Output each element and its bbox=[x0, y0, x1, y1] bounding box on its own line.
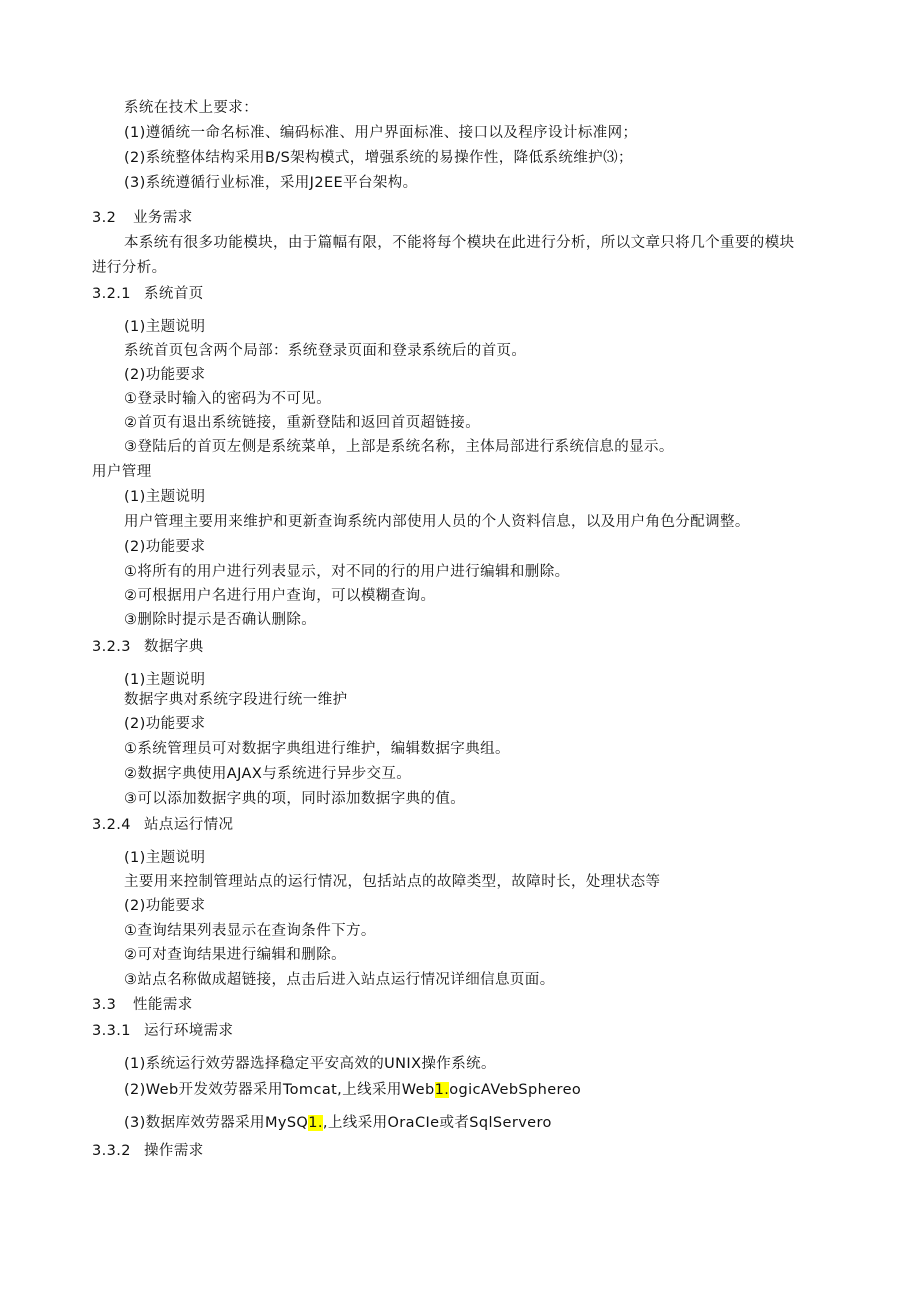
section-heading-3-2-4 bbox=[92, 815, 233, 835]
tech-item-1: (1)遵循统一命名标准、编码标准、用户界面标准、接口以及程序设计标准网； bbox=[124, 125, 638, 141]
function-item: ③删除时提示是否确认删除。 bbox=[124, 612, 317, 628]
env-item-1: (1)系统运行效劳器选择稳定平安高效的UNIX操作系统。 bbox=[124, 1056, 496, 1072]
tech-item-3: (3)系统遵循行业标准，采用J2EE平台架构。 bbox=[124, 175, 418, 191]
section-number: 3.2.4 bbox=[92, 817, 131, 833]
section-number: 3.2 bbox=[92, 210, 117, 226]
highlighted-text: 1. bbox=[434, 1082, 450, 1098]
function-item: ③站点名称做成超链接，点击后进入站点运行情况详细信息页面。 bbox=[124, 972, 555, 988]
function-item: ①登录时输入的密码为不可见。 bbox=[124, 391, 332, 407]
paragraph-line: 本系统有很多功能模块，由于篇幅有限，不能将每个模块在此进行分析，所以文章只将几个重要的模块 bbox=[124, 235, 795, 251]
section-title: 业务需求 bbox=[133, 210, 193, 226]
text-run: (2)Web开发效劳器采用Tomcat,上线采用Web bbox=[124, 1082, 435, 1098]
section-heading-3-2 bbox=[92, 208, 193, 228]
topic-text: 用户管理主要用来维护和更新查询系统内部使用人员的个人资料信息，以及用户角色分配调整。 bbox=[124, 514, 750, 530]
section-title: 操作需求 bbox=[144, 1143, 204, 1159]
section-number: 3.3 bbox=[92, 997, 117, 1013]
section-heading-3-2-3 bbox=[92, 637, 204, 657]
function-item: ③可以添加数据字典的项，同时添加数据字典的值。 bbox=[124, 791, 466, 807]
section-heading-3-3-2 bbox=[92, 1141, 204, 1161]
text-run: (3)数据库效劳器采用MySQ bbox=[124, 1115, 309, 1131]
section-heading-3-3 bbox=[92, 995, 193, 1015]
function-item: ①系统管理员可对数据字典组进行维护，编辑数据字典组。 bbox=[124, 741, 510, 757]
tech-item-2: (2)系统整体结构采用B/S架构模式，增强系统的易操作性，降低系统维护⑶； bbox=[124, 150, 633, 166]
topic-label: (1)主题说明 bbox=[124, 672, 206, 688]
function-item: ①将所有的用户进行列表显示，对不同的行的用户进行编辑和删除。 bbox=[124, 564, 570, 580]
topic-label: (1)主题说明 bbox=[124, 850, 206, 866]
paragraph-line: 进行分析。 bbox=[92, 260, 167, 276]
topic-text: 系统首页包含两个局部：系统登录页面和登录系统后的首页。 bbox=[124, 343, 527, 359]
function-item: ②首页有退出系统链接，重新登陆和返回首页超链接。 bbox=[124, 415, 481, 431]
topic-text: 数据字典对系统字段进行统一维护 bbox=[124, 692, 348, 708]
section-title: 数据字典 bbox=[144, 639, 204, 655]
section-heading-3-3-1 bbox=[92, 1021, 233, 1041]
function-item: ①查询结果列表显示在查询条件下方。 bbox=[124, 923, 376, 939]
function-label: (2)功能要求 bbox=[124, 716, 206, 732]
section-heading-3-2-1 bbox=[92, 284, 204, 304]
function-item: ②可根据用户名进行用户查询，可以模糊查询。 bbox=[124, 588, 436, 604]
highlighted-text: 1. bbox=[308, 1115, 323, 1131]
env-item-2 bbox=[124, 1080, 581, 1100]
function-label: (2)功能要求 bbox=[124, 367, 206, 383]
section-number: 3.2.3 bbox=[92, 639, 131, 655]
function-item: ②可对查询结果进行编辑和删除。 bbox=[124, 947, 346, 963]
text-run: ogicAVebSphereo bbox=[449, 1082, 582, 1098]
topic-label: (1)主题说明 bbox=[124, 489, 206, 505]
section-title: 性能需求 bbox=[133, 997, 193, 1013]
topic-label: (1)主题说明 bbox=[124, 319, 206, 335]
topic-text: 主要用来控制管理站点的运行情况，包括站点的故障类型，故障时长，处理状态等 bbox=[124, 874, 661, 890]
section-number: 3.3.1 bbox=[92, 1023, 131, 1039]
section-number: 3.3.2 bbox=[92, 1143, 131, 1159]
function-item: ③登陆后的首页左侧是系统菜单，上部是系统名称，主体局部进行系统信息的显示。 bbox=[124, 439, 674, 455]
function-label: (2)功能要求 bbox=[124, 539, 206, 555]
tech-intro: 系统在技术上要求： bbox=[124, 100, 259, 116]
section-title: 系统首页 bbox=[144, 286, 204, 302]
function-label: (2)功能要求 bbox=[124, 898, 206, 914]
text-run: ,上线采用OraCIe或者SqlServero bbox=[322, 1115, 552, 1131]
section-title: 运行环境需求 bbox=[144, 1023, 234, 1039]
env-item-3 bbox=[124, 1113, 552, 1133]
section-number: 3.2.1 bbox=[92, 286, 131, 302]
function-item: ②数据字典使用AJAX与系统进行异步交互。 bbox=[124, 766, 412, 782]
section-title: 站点运行情况 bbox=[144, 817, 234, 833]
section-heading-user-management: 用户管理 bbox=[92, 464, 152, 480]
